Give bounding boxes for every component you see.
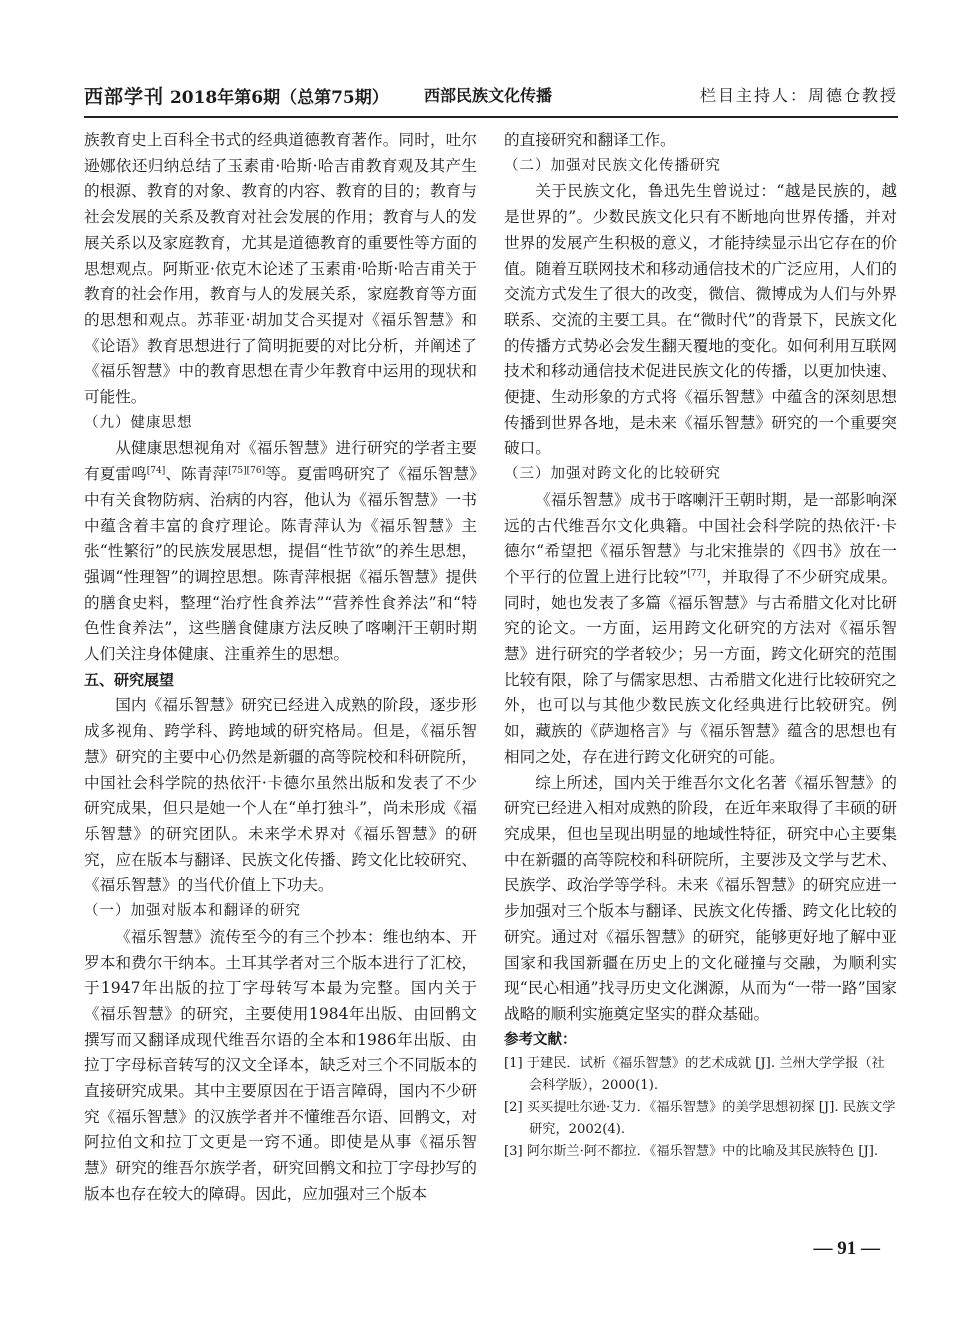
reference-item: [3] 阿尔斯兰·阿不都拉．《福乐智慧》中的比喻及其民族特色 [J].	[504, 1144, 879, 1160]
column-title: 西部民族文化传播	[424, 86, 553, 105]
header-rule	[84, 116, 898, 118]
subsection-heading: （二）加强对民族文化传播研究	[504, 157, 721, 174]
text: ，并取得了不少研究成果。同时，她也发表了多篇《福乐智慧》与古希腊文化对比研究的论文。一方面，运用跨文化研究的方法对《福乐智慧》进行研究的学者较少；另一方面，跨文化研究的范围比较有限，除了与儒家思想、古希腊文化进行比较研究之外，也可以与其他少数民族文化经典进行比较研究。例如，藏族的《萨迦格言》与《福乐智慧》蕴含的思想也有相同之处，存在进行跨文化研究的可能。	[504, 567, 897, 766]
citation: [75][76]	[228, 466, 266, 477]
text: 从健康思想视角对《福乐智慧》进行研究的学者主要有夏雷鸣	[84, 439, 477, 484]
paragraph: 综上所述，国内关于维吾尔文化名著《福乐智慧》的研究已经进入相对成熟的阶段，在近年来取得了丰硕的研究成果，但也呈现出明显的地域性特征，研究中心主要集中在新疆的高等院校和科研院所，主要涉及文学与艺术、民族学、政治学等学科。未来《福乐智慧》的研究应进一步加强对三个版本与翻译、民族文化传播、跨文化比较的研究。通过对《福乐智慧》的研究，能够更好地了解中亚国家和我国新疆在历史上的文化碰撞与交融，为顺利实现“民心相通”找寻历史文化渊源，从而为“一带一路”国家战略的顺利实施奠定坚实的群众基础。	[504, 773, 897, 1023]
reference-item: [1] 于建民．试析《福乐智慧》的艺术成就 [J]. 兰州大学学报（社会科学版），2000(1).	[504, 1056, 885, 1094]
references-heading: 参考文献：	[504, 1031, 577, 1048]
subsection-heading: （三）加强对跨文化的比较研究	[504, 466, 721, 483]
paragraph: 关于民族文化，鲁迅先生曾说过：“越是民族的，越是世界的”。少数民族文化只有不断地向世界传播，并对世界的发展产生积极的意义，才能持续显示出它存在的价值。随着互联网技术和移动通信技术的广泛应用，人们的交流方式发生了很大的改变，微信、微博成为人们与外界联系、交流的主要工具。在“微时代”的背景下，民族文化的传播方式势必会发生翻天覆地的变化。如何利用互联网技术和移动通信技术促进民族文化的传播，以更加快速、便捷、生动形象的方式将《福乐智慧》中蕴含的深刻思想传播到世界各地，是未来《福乐智慧》研究的一个重要突破口。	[504, 182, 897, 458]
paragraph	[504, 488, 897, 771]
section-heading: 五、研究展望	[84, 670, 175, 689]
issue-info: 2018年第6期（总第75期）	[169, 88, 389, 108]
citation: [74]	[146, 466, 166, 477]
text: 等。夏雷鸣研究了《福乐智慧》中有关食物防病、治病的内容，他认为《福乐智慧》一书中蕴含着丰富的食疗理论。陈青萍认为《福乐智慧》主张“性繁衍”的民族发展思想，提倡“性节欲”的养生思想，强调“性理智”的调控思想。陈青萍根据《福乐智慧》提供的膳食史料，整理“治疗性食养法”“营养性食养法”和“特色性食养法”，这些膳食健康方法反映了喀喇汗王朝时期人们关注身体健康、注重养生的思想。	[84, 465, 477, 664]
page-header	[84, 82, 898, 112]
page-number: — 91 —	[813, 1238, 880, 1259]
column-host: 栏目主持人：周德仓教授	[699, 86, 898, 105]
text: 《福乐智慧》成书于喀喇汗王朝时期，是一部影响深远的古代维吾尔文化典籍。中国社会科学院的热依汗·卡德尔“希望把《福乐智慧》与北宋推崇的《四书》放在一个平行的位置上进行比较”	[504, 490, 897, 586]
journal-logo: 西部学刊	[84, 86, 165, 108]
subsection-heading: （一）加强对版本和翻译的研究	[84, 903, 301, 920]
reference-item: [2] 买买提吐尔逊·艾力．《福乐智慧》的美学思想初探 [J]. 民族文学研究，2002(4).	[504, 1100, 896, 1138]
left-column	[84, 128, 477, 1208]
subsection-heading: （九）健康思想	[84, 414, 193, 431]
journal-issue	[84, 82, 389, 109]
paragraph: 《福乐智慧》流传至今的有三个抄本：维也纳本、开罗本和费尔干纳本。土耳其学者对三个版本进行了汇校，于1947年出版的拉丁字母转写本最为完整。国内关于《福乐智慧》的研究，主要使用1984年出版、由回鹘文撰写而又翻译成现代维吾尔语的全本和1986年出版、由拉丁字母标音转写的汉文全译本，缺乏对三个不同版本的直接研究成果。其中主要原因在于语言障碍，国内不少研究《福乐智慧》的汉族学者并不懂维吾尔语、回鹘文，对阿拉伯文和拉丁文更是一窍不通。即使是从事《福乐智慧》研究的维吾尔族学者，研究回鹘文和拉丁字母抄写的版本也存在较大的障碍。因此，应加强对三个版本	[84, 927, 477, 1203]
paragraph	[84, 436, 477, 667]
text: 、陈青萍	[165, 465, 229, 484]
paragraph: 族教育史上百科全书式的经典道德教育著作。同时，吐尔逊娜依还归纳总结了玉素甫·哈斯·哈吉甫教育观及其产生的根源、教育的对象、教育的内容、教育的目的；教育与社会发展的关系及教育对社会发展的作用；教育与人的发展关系以及家庭教育，尤其是道德教育的重要性等方面的思想观点。阿斯亚·依克木论述了玉素甫·哈斯·哈吉甫关于教育的社会作用，教育与人的发展关系，家庭教育等方面的思想和观点。苏菲亚·胡加艾合买提对《福乐智慧》和《论语》教育思想进行了简明扼要的对比分析，并阐述了《福乐智慧》中的教育思想在青少年教育中运用的现状和可能性。	[84, 131, 477, 407]
paragraph: 国内《福乐智慧》研究已经进入成熟的阶段，逐步形成多视角、跨学科、跨地域的研究格局。但是，《福乐智慧》研究的主要中心仍然是新疆的高等院校和科研院所，中国社会科学院的热依汗·卡德尔虽然出版和发表了不少研究成果，但只是她一个人在“单打独斗”，尚未形成《福乐智慧》的研究团队。未来学术界对《福乐智慧》的研究，应在版本与翻译、民族文化传播、跨文化比较研究、《福乐智慧》的当代价值上下功夫。	[84, 696, 477, 895]
paragraph: 的直接研究和翻译工作。	[504, 131, 676, 149]
citation: [77]	[687, 568, 706, 579]
right-column	[504, 128, 897, 1163]
